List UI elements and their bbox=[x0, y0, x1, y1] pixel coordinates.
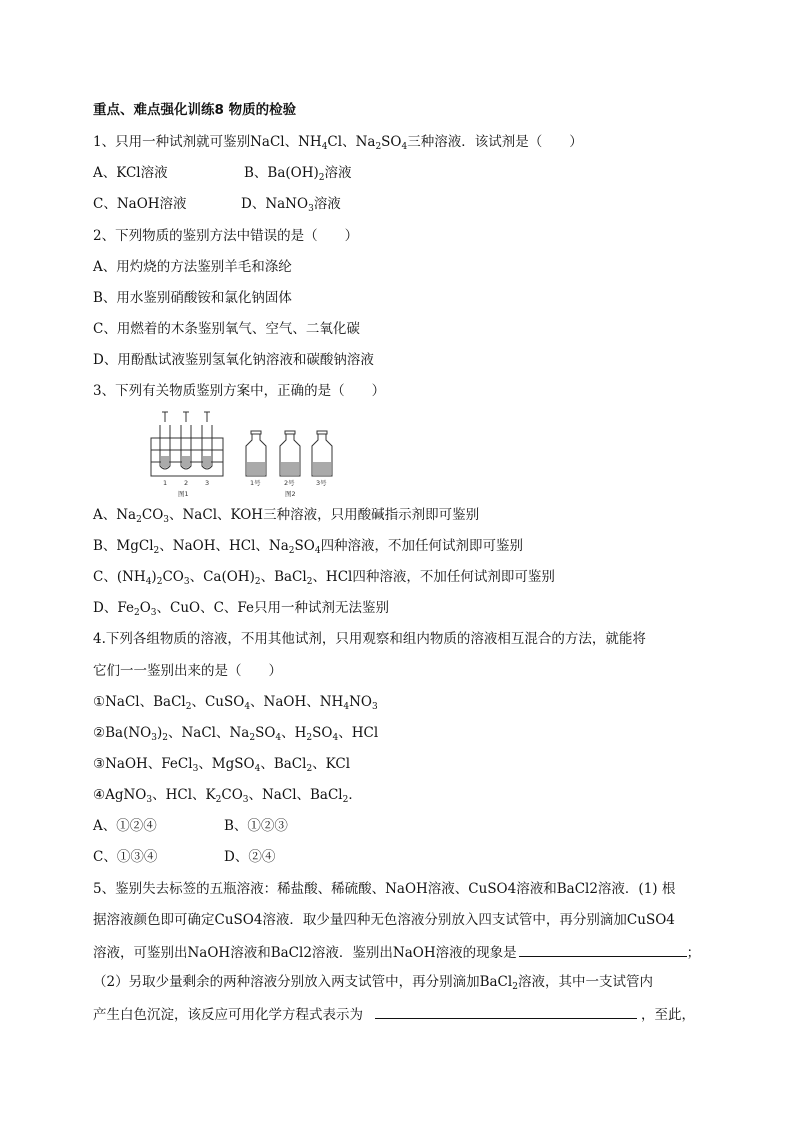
q1-options-row1 bbox=[93, 164, 352, 183]
q2-option-a: A、用灼烧的方法鉴别羊毛和涤纶 bbox=[93, 259, 292, 275]
q4-options-row2 bbox=[93, 848, 276, 866]
q2-option-d: D、用酚酞试液鉴别氢氧化钠溶液和碳酸钠溶液 bbox=[93, 352, 374, 368]
liquid-tube-3 bbox=[203, 456, 211, 468]
q3-option-c: C、$(NH_4)_2CO_3$、$Ca(OH)_2$、BaCl$_2$、HCl四种溶液，不加任何试剂即可鉴别 bbox=[93, 569, 555, 587]
q1-option-a: A、KCl溶液 bbox=[93, 165, 168, 181]
q4-group-2: $②Ba(NO_3)_2$、NaCl、$Na_2SO_4$、$H_2SO_4$、HCl bbox=[93, 725, 379, 743]
q1-stem: 1、只用一种试剂就可鉴别NaCl、$NH_4Cl$、$Na_2SO_4$三种溶液．该试剂是（ ） bbox=[93, 134, 583, 152]
q1-option-b: B、$Ba(OH)_2$溶液 bbox=[244, 165, 352, 183]
q4-option-d: D、②④ bbox=[224, 849, 276, 865]
q3-option-b: B、MgCl$_2$、NaOH、HCl、$Na_2SO_4$四种溶液，不加任何试剂即可鉴别 bbox=[93, 538, 524, 556]
q4-option-c: C、①③④ bbox=[93, 849, 158, 865]
q4-group-4: ④AgNO$_3$、HCl、$K_2CO_3$、NaCl、BaCl$_2$． bbox=[93, 787, 362, 805]
liquid-tube-1 bbox=[161, 456, 169, 468]
q4-group-1: ①NaCl、BaCl$_2$、CuSO$_4$、NaOH、$NH_4NO_3$ bbox=[93, 694, 378, 712]
bottle-label-2: 2号 bbox=[284, 479, 295, 487]
doc-title: 重点、难点强化训练8 物质的检验 bbox=[93, 102, 297, 118]
q1-option-c: C、NaOH溶液 bbox=[93, 196, 187, 212]
q1-option-d: D、NaNO$_3$溶液 bbox=[241, 196, 341, 214]
fig2-caption: 图2 bbox=[285, 490, 296, 498]
q3-option-a: A、$Na_2CO_3$、NaCl、KOH三种溶液，只用酸碱指示剂即可鉴别 bbox=[93, 507, 480, 525]
q4-stem-line2: 它们一一鉴别出来的是（ ） bbox=[93, 663, 282, 679]
q3-option-d: D、$Fe_2O_3$、CuO、C、Fe只用一种试剂无法鉴别 bbox=[93, 600, 390, 618]
q4-option-b: B、①②③ bbox=[224, 818, 288, 834]
q2-option-c: C、用燃着的木条鉴别氧气、空气、二氧化碳 bbox=[93, 321, 360, 337]
bottle-label-1: 1号 bbox=[250, 479, 261, 487]
fig1-caption: 图1 bbox=[178, 490, 189, 498]
q5-line-2: 据溶液颜色即可确定CuSO4溶液．取少量四种无色溶液分别放入四支试管中，再分别滴加CuSO4 bbox=[93, 912, 675, 928]
liquid-bottle-2 bbox=[281, 462, 299, 475]
q1-options-row2 bbox=[93, 195, 341, 214]
liquid-tube-2 bbox=[182, 456, 190, 468]
tube-label-3: 3 bbox=[205, 479, 210, 487]
answer-blank-2[interactable] bbox=[375, 1004, 637, 1019]
q4-group-3: ③NaOH、FeCl$_3$、MgSO$_4$、BaCl$_2$、KCl bbox=[93, 756, 351, 774]
q4-options-row1 bbox=[93, 817, 288, 835]
bottle-label-3: 3号 bbox=[316, 479, 327, 487]
liquid-bottle-1 bbox=[247, 462, 265, 475]
apparatus-diagram bbox=[148, 410, 348, 502]
liquid-bottle-3 bbox=[313, 462, 331, 475]
tube-label-1: 1 bbox=[163, 479, 168, 487]
q5-line-5: 产生白色沉淀，该反应可用化学方程式表示为 ，至此， bbox=[93, 1004, 695, 1024]
q4-option-a: A、①②④ bbox=[93, 818, 157, 834]
tube-label-2: 2 bbox=[184, 479, 189, 487]
q3-stem: 3、下列有关物质鉴别方案中，正确的是（ ） bbox=[93, 383, 386, 399]
q3-figure bbox=[148, 410, 348, 506]
q4-stem-line1: 4.下列各组物质的溶液，不用其他试剂，只用观察和组内物质的溶液相互混合的方法，就能将 bbox=[93, 631, 646, 647]
q5-line-4: （2）另取少量剩余的两种溶液分别放入两支试管中，再分别滴加BaCl$_2$溶液，其中一支试管内 bbox=[93, 974, 653, 992]
q5-line-1: 5、鉴别失去标签的五瓶溶液：稀盐酸、稀硫酸、NaOH溶液、CuSO4溶液和BaCl2溶液．(1) 根 bbox=[93, 881, 676, 897]
q2-option-b: B、用水鉴别硝酸铵和氯化钠固体 bbox=[93, 290, 292, 306]
q2-stem: 2、下列物质的鉴别方法中错误的是（ ） bbox=[93, 228, 359, 244]
answer-blank-1[interactable] bbox=[519, 942, 687, 957]
q5-line-3: 溶液，可鉴别出NaOH溶液和BaCl2溶液．鉴别出NaOH溶液的现象是 ； bbox=[93, 942, 700, 962]
